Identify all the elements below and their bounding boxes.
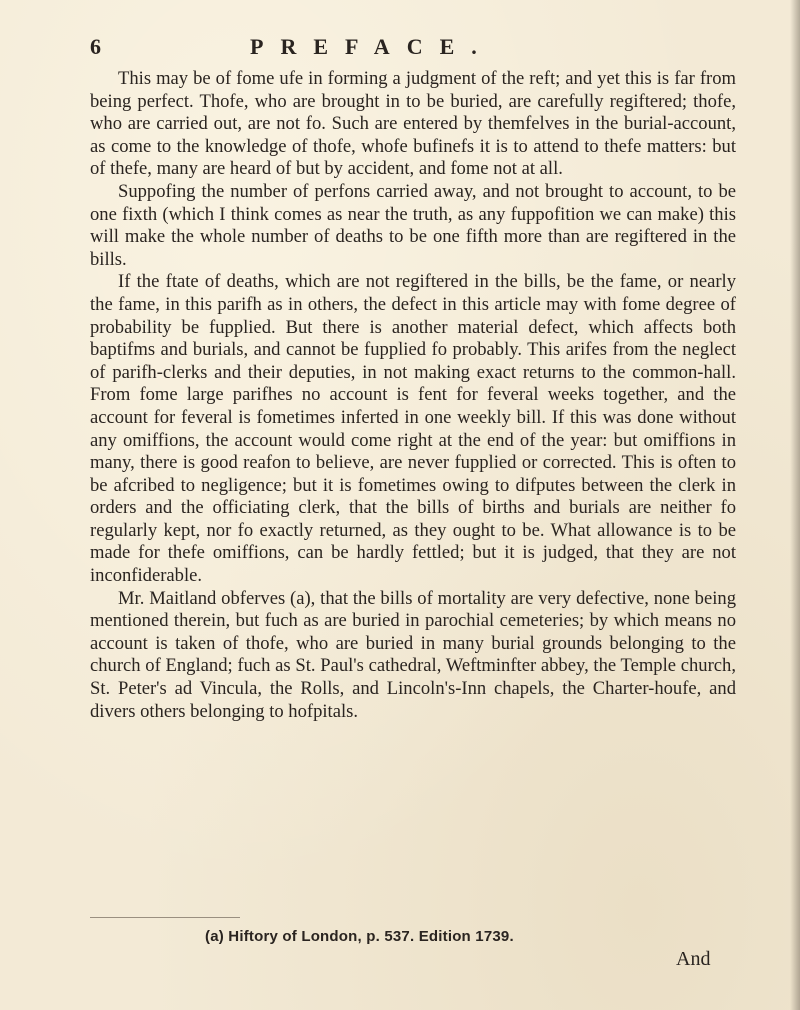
page-title: PREFACE. bbox=[250, 34, 494, 59]
footnote-divider bbox=[90, 917, 240, 918]
paragraph: Suppofing the number of perfons carried away, and not brought to account, to be one fixth (which I think comes as near the truth, as any fuppofition we can make) this will make the whole number of deaths to be one fifth more than are regiftered in the bills. bbox=[90, 180, 736, 270]
catchword: And bbox=[676, 948, 711, 970]
page-edge-shadow bbox=[790, 0, 800, 1010]
paragraph: This may be of fome ufe in forming a judgment of the reft; and yet this is far from being perfect. Thofe, who are brought in to be buried, are carefully regiftered; thofe, who are carried out, are not fo. Such are entered by themfelves in the burial-account, as come to the knowledge of thofe, whofe bufinefs it is to attend to thefe matters: but of thefe, many are heard of but by accident, and fome not at all. bbox=[90, 68, 736, 180]
running-head bbox=[90, 34, 730, 64]
paragraph: If the ftate of deaths, which are not regiftered in the bills, be the fame, or nearly the fame, in this parifh as in others, the defect in this article may with fome degree of probability be fupplied. But there is another material defect, which affects both baptifms and burials, and cannot be fupplied fo probably. This arifes from the neglect of parifh-clerks and their deputies, in not making exact returns to the common-hall. From fome large parifhes no account is fent for feveral weeks together, and the account for feveral is fometimes inferted in one weekly bill. If this was done without any omiffions, the account would come right at the end of the year: but omiffions in many, there is good reafon to believe, are never fupplied or corrected. This is often to be afcribed to negligence; but it is fometimes owing to difputes between the clerk in orders and the officiating clerk, that the bills of births and burials are neither fo regularly kept, nor fo exactly returned, as they ought to be. What allowance is to be made for thefe omiffions, can be hardly fettled; but it is judged, that they are not inconfiderable. bbox=[90, 271, 736, 587]
paragraph: Mr. Maitland obferves (a), that the bills of mortality are very defective, none being mentioned therein, but fuch as are buried in parochial cemeteries; by which means no account is taken of thofe, who are buried in many burial grounds belonging to the church of England; fuch as St. Paul's cathedral, Weftminfter abbey, the Temple church, St. Peter's ad Vincula, the Rolls, and Lincoln's-Inn chapels, the Charter-houfe, and divers others belonging to hofpitals. bbox=[90, 587, 736, 722]
body-text bbox=[90, 68, 736, 723]
page-number: 6 bbox=[90, 34, 101, 59]
footnote: (a) Hiftory of London, p. 537. Edition 1739. bbox=[205, 928, 514, 945]
